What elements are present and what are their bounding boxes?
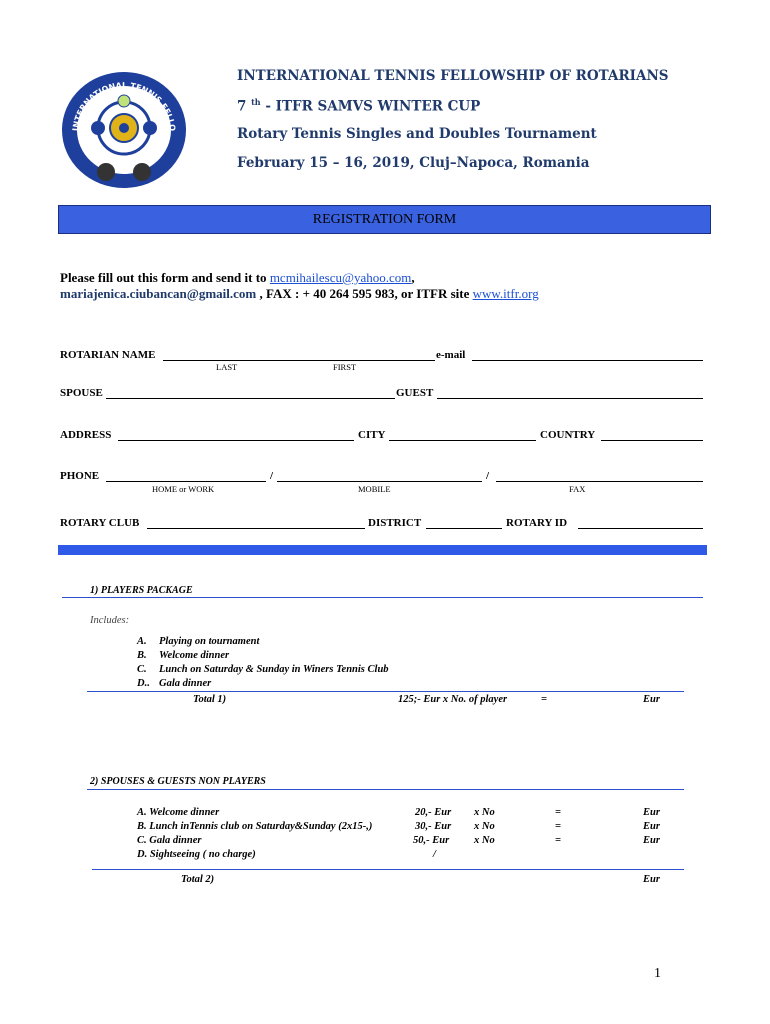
cup-name: - ITFR SAMVS WINTER CUP: [260, 98, 481, 115]
players-price: 125;- Eur x No. of player: [398, 694, 508, 705]
org-heading: INTERNATIONAL TENNIS FELLOWSHIP OF ROTARIANS: [237, 68, 669, 84]
mobile-sublabel: MOBILE: [358, 484, 391, 494]
rotarian-name-label: ROTARIAN NAME: [60, 349, 156, 361]
address-label: ADDRESS: [60, 429, 112, 441]
fax-sublabel: FAX: [569, 484, 586, 494]
district-field[interactable]: [426, 528, 502, 529]
section2-rule: [87, 789, 684, 790]
edition-suffix: th: [251, 97, 261, 107]
first-sublabel: FIRST: [333, 362, 357, 372]
players-item-d: Gala dinner: [159, 678, 212, 689]
email-label: e-mail: [436, 349, 466, 361]
email-field[interactable]: [472, 360, 703, 361]
form-title-banner: [58, 205, 711, 234]
page-number: 1: [654, 966, 661, 981]
guest-item-a-price: 20,- Eur: [415, 807, 452, 818]
city-field[interactable]: [389, 440, 536, 441]
email-link-1[interactable]: mcmihailescu@yahoo.com: [269, 270, 412, 285]
fax-text: , FAX : + 40 264 595 983, or ITFR site: [256, 286, 470, 301]
instructions-line-1: Please fill out this form and send it to mcmihailescu@yahoo.com,: [60, 270, 415, 285]
tournament-heading: Rotary Tennis Singles and Doubles Tournament: [237, 126, 597, 142]
guest-item-a-cur[interactable]: Eur: [643, 807, 660, 818]
phone-mobile-field[interactable]: [277, 481, 482, 482]
cup-heading: [237, 97, 480, 115]
edition-number: 7: [237, 98, 247, 115]
guest-item-b-eq: =: [555, 821, 561, 832]
guest-item-b-cur[interactable]: Eur: [643, 821, 660, 832]
total1-label: Total 1): [193, 694, 227, 705]
guest-item-d: D. Sightseeing ( no charge): [137, 849, 256, 860]
guest-item-b-qty[interactable]: x No: [474, 821, 495, 832]
section-divider-bar: [58, 545, 707, 555]
section1-rule: [62, 597, 703, 598]
itfr-logo: [58, 68, 190, 193]
section2-title: 2) SPOUSES & GUESTS NON PLAYERS: [90, 776, 266, 787]
guest-item-c-cur[interactable]: Eur: [643, 835, 660, 846]
guest-item-a: A. Welcome dinner: [137, 807, 220, 818]
district-label: DISTRICT: [368, 517, 422, 529]
home-work-sublabel: HOME or WORK: [152, 484, 215, 494]
players-item-b: Welcome dinner: [159, 650, 230, 661]
instructions-intro: Please fill out this form and send it to: [60, 270, 267, 285]
players-item-a-marker: A.: [137, 636, 147, 647]
logo-ring-text: INTERNATIONAL TENNIS FELLO: [71, 80, 177, 132]
phone-home-field[interactable]: [106, 481, 266, 482]
last-sublabel: LAST: [216, 362, 238, 372]
spouse-label: SPOUSE: [60, 387, 103, 399]
players-item-a: Playing on tournament: [159, 636, 260, 647]
includes-label: Includes:: [90, 615, 130, 626]
section1-total-rule: [87, 691, 684, 692]
city-label: CITY: [358, 429, 386, 441]
dates-heading: February 15 – 16, 2019, Cluj–Napoca, Romania: [237, 155, 590, 171]
total2-label: Total 2): [181, 874, 215, 885]
guest-field[interactable]: [437, 398, 703, 399]
country-label: COUNTRY: [540, 429, 596, 441]
guest-item-c: C. Gala dinner: [137, 835, 202, 846]
guest-item-d-price: /: [433, 849, 436, 860]
total2-currency[interactable]: Eur: [643, 874, 660, 885]
tennis-ball-icon: [118, 95, 130, 107]
rotarian-name-field[interactable]: [163, 360, 435, 361]
rotary-id-label: ROTARY ID: [506, 517, 568, 529]
guest-item-a-eq: =: [555, 807, 561, 818]
rotary-club-field[interactable]: [147, 528, 365, 529]
rotary-id-field[interactable]: [578, 528, 703, 529]
rotary-club-label: ROTARY CLUB: [60, 517, 140, 529]
guest-label: GUEST: [396, 387, 434, 399]
guest-item-b-price: 30,- Eur: [415, 821, 452, 832]
spouse-field[interactable]: [106, 398, 395, 399]
itfr-site-link[interactable]: www.itfr.org: [472, 286, 539, 301]
players-item-b-marker: B.: [137, 650, 147, 661]
phone-fax-field[interactable]: [496, 481, 703, 482]
guest-item-b: B. Lunch inTennis club on Saturday&Sunday (2x15-,): [137, 821, 373, 832]
section1-title: 1) PLAYERS PACKAGE: [90, 585, 193, 596]
guest-item-c-price: 50,- Eur: [413, 835, 450, 846]
section2-total-rule: [92, 869, 684, 870]
guest-item-c-qty[interactable]: x No: [474, 835, 495, 846]
form-title: REGISTRATION FORM: [312, 212, 457, 227]
total1-currency[interactable]: Eur: [643, 694, 660, 705]
phone-slash-2: /: [486, 470, 490, 482]
country-field[interactable]: [601, 440, 703, 441]
instructions-line-2: [60, 286, 539, 302]
total1-equals: =: [541, 694, 547, 705]
phone-slash-1: /: [270, 470, 274, 482]
guest-item-a-qty[interactable]: x No: [474, 807, 495, 818]
email-link-2[interactable]: mariajenica.ciubancan@gmail.com: [60, 286, 257, 301]
guest-item-c-eq: =: [555, 835, 561, 846]
phone-label: PHONE: [60, 470, 100, 482]
players-item-c: Lunch on Saturday & Sunday in Winers Tennis Club: [159, 664, 389, 675]
players-item-d-marker: D..: [137, 678, 150, 689]
address-field[interactable]: [118, 440, 354, 441]
players-item-c-marker: C.: [137, 664, 147, 675]
